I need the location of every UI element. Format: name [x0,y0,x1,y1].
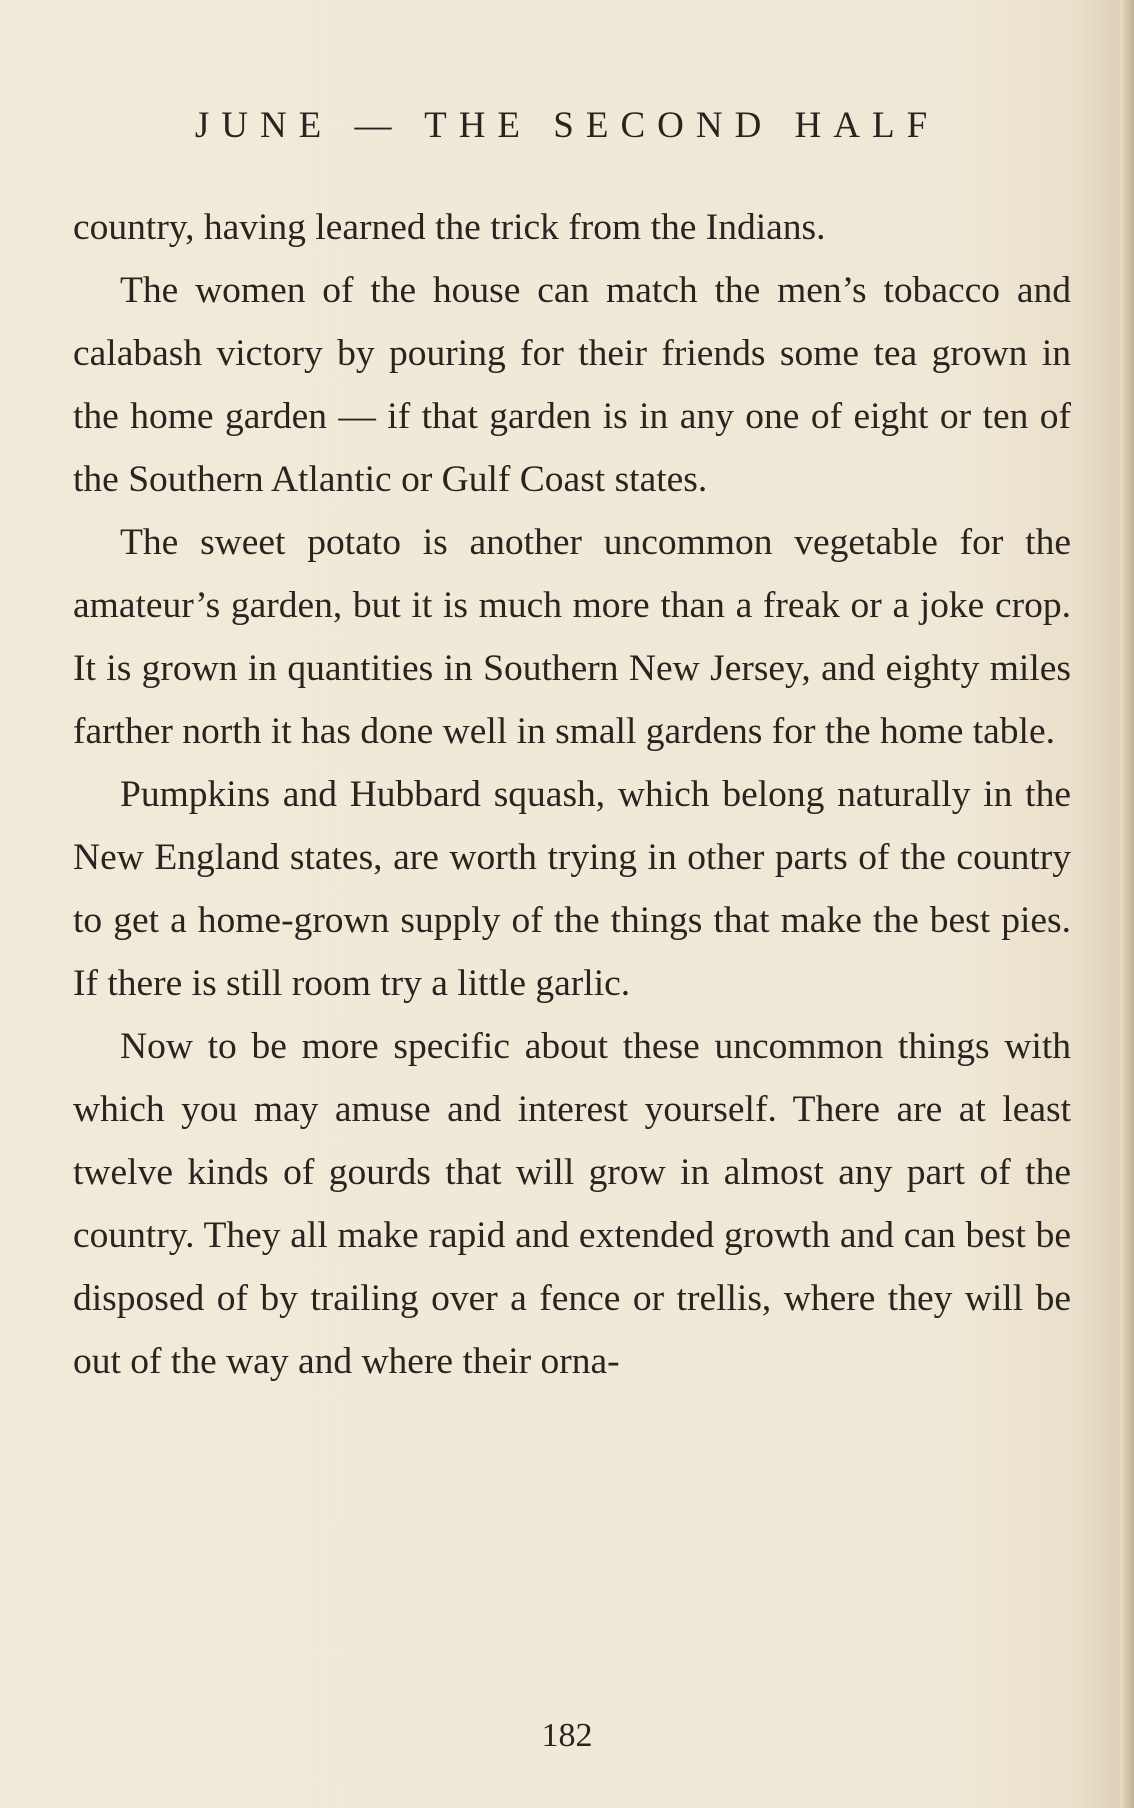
page-number: 182 [541,1717,593,1754]
running-head: JUNE — THE SECOND HALF [194,105,940,146]
page-edge [1120,0,1134,1808]
paragraph-gourds: Now to be more specific about these uncommon things with which you may amuse and interest yourself. There are at least twelve kinds of gourds that will grow in almost any part of the country. They all make rapid and extended growth and can best be disposed of by trailing over a fence or trellis, where they will be out of the way and where their orna- [73,1026,1071,1382]
paragraph-tea: The women of the house can match the men’s tobacco and calabash victory by pouring for their friends some tea grown in the home garden — if that garden is in any one of eight or ten of the Southern Atlantic or Gulf Coast states. [73,270,1071,500]
paragraph-continued: country, having learned the trick from the Indians. [73,207,826,248]
body-text [73,196,1071,1393]
paragraph-pumpkins: Pumpkins and Hubbard squash, which belong naturally in the New England states, are worth trying in other parts of the country to get a home-grown supply of the things that make the best pies. If there is still room try a little garlic. [73,774,1071,1004]
paragraph-sweet-potato: The sweet potato is another uncommon vegetable for the amateur’s garden, but it is much more than a freak or a joke crop. It is grown in quantities in Southern New Jersey, and eighty miles farther north it has done well in small gardens for the home table. [73,522,1071,752]
